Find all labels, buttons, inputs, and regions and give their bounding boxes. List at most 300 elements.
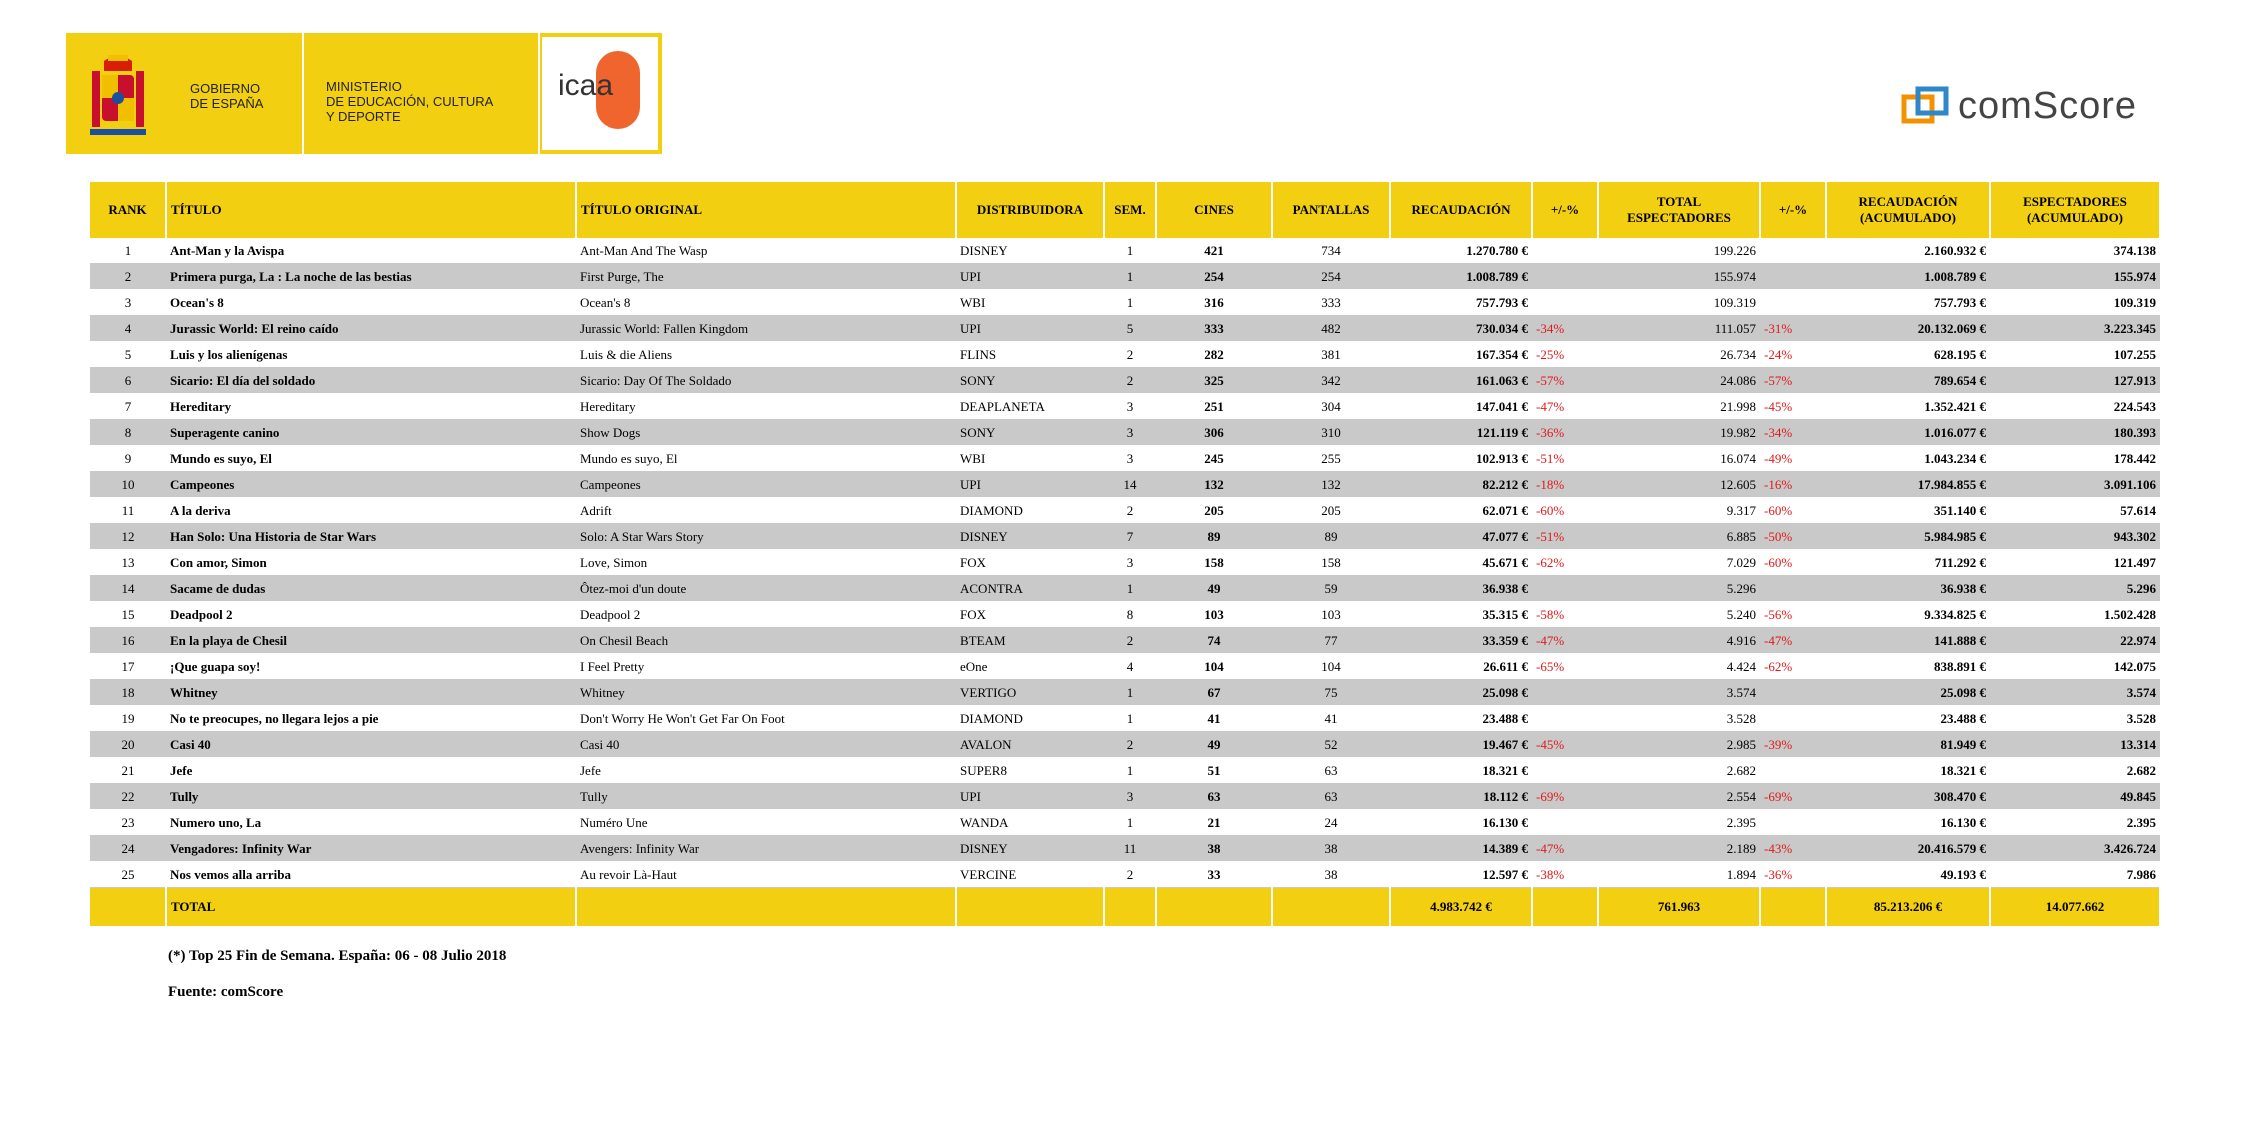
cell-titulo-original: I Feel Pretty xyxy=(576,654,956,680)
cell-cines: 316 xyxy=(1156,290,1272,316)
cell-titulo: Nos vemos alla arriba xyxy=(166,862,576,888)
cell-recaudacion-acumulado: 25.098 € xyxy=(1826,680,1990,706)
cell-rank: 4 xyxy=(90,316,166,342)
cell-pantallas: 77 xyxy=(1272,628,1390,654)
cell-sem: 2 xyxy=(1104,732,1156,758)
cell-total-espectadores: 7.029 xyxy=(1598,550,1760,576)
cell-total-espectadores: 6.885 xyxy=(1598,524,1760,550)
col-pct-recaudacion: +/-% xyxy=(1532,182,1598,238)
cell-pct-espectadores: -60% xyxy=(1760,498,1826,524)
cell-pantallas: 59 xyxy=(1272,576,1390,602)
table-row xyxy=(90,472,2160,498)
col-cines: CINES xyxy=(1156,182,1272,238)
cell-distribuidora: FOX xyxy=(956,602,1104,628)
cell-espectadores-acumulado: 1.502.428 xyxy=(1990,602,2160,628)
cell-pct-espectadores xyxy=(1760,706,1826,732)
source-note: Fuente: comScore xyxy=(168,984,284,1000)
table-row xyxy=(90,706,2160,732)
cell-pantallas: 158 xyxy=(1272,550,1390,576)
cell-total-espectadores: 21.998 xyxy=(1598,394,1760,420)
cell-pantallas: 24 xyxy=(1272,810,1390,836)
cell-pct-espectadores xyxy=(1760,680,1826,706)
cell-distribuidora: SUPER8 xyxy=(956,758,1104,784)
cell-cines: 104 xyxy=(1156,654,1272,680)
cell-sem: 7 xyxy=(1104,524,1156,550)
cell-titulo-original: Au revoir Là-Haut xyxy=(576,862,956,888)
cell-total-espectadores: 2.682 xyxy=(1598,758,1760,784)
cell-titulo: Numero uno, La xyxy=(166,810,576,836)
comscore-logo-icon xyxy=(1900,85,1952,133)
cell-cines: 49 xyxy=(1156,576,1272,602)
ministry-line-1: MINISTERIO xyxy=(326,79,402,94)
cell-rank: 6 xyxy=(90,368,166,394)
cell-recaudacion-acumulado: 308.470 € xyxy=(1826,784,1990,810)
total-empty xyxy=(956,888,1104,927)
cell-sem: 11 xyxy=(1104,836,1156,862)
cell-pantallas: 38 xyxy=(1272,836,1390,862)
cell-pct-recaudacion xyxy=(1532,264,1598,290)
cell-recaudacion-acumulado: 20.132.069 € xyxy=(1826,316,1990,342)
cell-cines: 306 xyxy=(1156,420,1272,446)
table-row xyxy=(90,576,2160,602)
col-espectadores-acumulado-line-2: (ACUMULADO) xyxy=(2026,210,2124,225)
cell-espectadores-acumulado: 3.574 xyxy=(1990,680,2160,706)
cell-pct-recaudacion xyxy=(1532,706,1598,732)
cell-recaudacion-acumulado: 81.949 € xyxy=(1826,732,1990,758)
total-spacer xyxy=(90,888,166,927)
col-rank: RANK xyxy=(90,182,166,238)
cell-rank: 5 xyxy=(90,342,166,368)
total-recaudacion-acumulado: 85.213.206 € xyxy=(1826,888,1990,927)
cell-recaudacion-acumulado: 1.008.789 € xyxy=(1826,264,1990,290)
cell-titulo-original: Show Dogs xyxy=(576,420,956,446)
cell-cines: 63 xyxy=(1156,784,1272,810)
cell-recaudacion-acumulado: 351.140 € xyxy=(1826,498,1990,524)
cell-titulo: En la playa de Chesil xyxy=(166,628,576,654)
cell-titulo: Jurassic World: El reino caído xyxy=(166,316,576,342)
table-row xyxy=(90,628,2160,654)
cell-total-espectadores: 24.086 xyxy=(1598,368,1760,394)
cell-rank: 2 xyxy=(90,264,166,290)
table-header-row xyxy=(90,182,2160,238)
cell-pct-espectadores: -47% xyxy=(1760,628,1826,654)
cell-espectadores-acumulado: 121.497 xyxy=(1990,550,2160,576)
cell-cines: 38 xyxy=(1156,836,1272,862)
cell-total-espectadores: 199.226 xyxy=(1598,238,1760,264)
cell-cines: 89 xyxy=(1156,524,1272,550)
cell-titulo: Sicario: El día del soldado xyxy=(166,368,576,394)
cell-espectadores-acumulado: 178.442 xyxy=(1990,446,2160,472)
cell-recaudacion-acumulado: 711.292 € xyxy=(1826,550,1990,576)
cell-recaudacion: 35.315 € xyxy=(1390,602,1532,628)
cell-pantallas: 63 xyxy=(1272,758,1390,784)
table-row xyxy=(90,862,2160,888)
cell-recaudacion: 18.321 € xyxy=(1390,758,1532,784)
cell-pantallas: 41 xyxy=(1272,706,1390,732)
cell-recaudacion: 62.071 € xyxy=(1390,498,1532,524)
col-espectadores-acumulado xyxy=(1990,182,2160,238)
cell-sem: 1 xyxy=(1104,290,1156,316)
cell-titulo-original: Hereditary xyxy=(576,394,956,420)
cell-pct-espectadores xyxy=(1760,758,1826,784)
cell-sem: 5 xyxy=(1104,316,1156,342)
cell-titulo: Deadpool 2 xyxy=(166,602,576,628)
cell-titulo: Tully xyxy=(166,784,576,810)
cell-cines: 51 xyxy=(1156,758,1272,784)
cell-total-espectadores: 12.605 xyxy=(1598,472,1760,498)
icaa-logo xyxy=(542,37,658,150)
cell-pantallas: 304 xyxy=(1272,394,1390,420)
cell-espectadores-acumulado: 57.614 xyxy=(1990,498,2160,524)
cell-cines: 333 xyxy=(1156,316,1272,342)
cell-total-espectadores: 111.057 xyxy=(1598,316,1760,342)
cell-titulo-original: Adrift xyxy=(576,498,956,524)
cell-pct-recaudacion xyxy=(1532,238,1598,264)
cell-titulo-original: Tully xyxy=(576,784,956,810)
cell-pct-espectadores: -31% xyxy=(1760,316,1826,342)
cell-titulo: Ant-Man y la Avispa xyxy=(166,238,576,264)
government-label xyxy=(190,81,263,111)
cell-distribuidora: UPI xyxy=(956,784,1104,810)
cell-pct-recaudacion: -51% xyxy=(1532,446,1598,472)
table-row xyxy=(90,238,2160,264)
total-espectadores-acumulado: 14.077.662 xyxy=(1990,888,2160,927)
cell-sem: 3 xyxy=(1104,446,1156,472)
cell-rank: 15 xyxy=(90,602,166,628)
cell-sem: 8 xyxy=(1104,602,1156,628)
cell-rank: 25 xyxy=(90,862,166,888)
cell-rank: 18 xyxy=(90,680,166,706)
cell-rank: 8 xyxy=(90,420,166,446)
cell-espectadores-acumulado: 3.528 xyxy=(1990,706,2160,732)
cell-recaudacion-acumulado: 789.654 € xyxy=(1826,368,1990,394)
cell-recaudacion: 147.041 € xyxy=(1390,394,1532,420)
ministry-line-2: DE EDUCACIÓN, CULTURA xyxy=(326,94,494,109)
cell-recaudacion: 23.488 € xyxy=(1390,706,1532,732)
cell-total-espectadores: 2.554 xyxy=(1598,784,1760,810)
cell-cines: 33 xyxy=(1156,862,1272,888)
cell-total-espectadores: 26.734 xyxy=(1598,342,1760,368)
cell-pct-recaudacion: -57% xyxy=(1532,368,1598,394)
comscore-logo-text: comScore xyxy=(1958,85,2138,127)
cell-rank: 23 xyxy=(90,810,166,836)
cell-recaudacion-acumulado: 18.321 € xyxy=(1826,758,1990,784)
cell-titulo: Luis y los alienígenas xyxy=(166,342,576,368)
table-row xyxy=(90,602,2160,628)
cell-pantallas: 103 xyxy=(1272,602,1390,628)
col-recaudacion-acumulado-line-1: RECAUDACIÓN xyxy=(1858,194,1958,209)
cell-pct-recaudacion: -38% xyxy=(1532,862,1598,888)
cell-pct-recaudacion: -60% xyxy=(1532,498,1598,524)
cell-cines: 67 xyxy=(1156,680,1272,706)
cell-total-espectadores: 155.974 xyxy=(1598,264,1760,290)
cell-sem: 2 xyxy=(1104,368,1156,394)
cell-pantallas: 255 xyxy=(1272,446,1390,472)
cell-pct-recaudacion: -51% xyxy=(1532,524,1598,550)
cell-pantallas: 52 xyxy=(1272,732,1390,758)
cell-pct-espectadores: -56% xyxy=(1760,602,1826,628)
cell-distribuidora: DIAMOND xyxy=(956,706,1104,732)
cell-espectadores-acumulado: 2.395 xyxy=(1990,810,2160,836)
cell-pct-recaudacion: -47% xyxy=(1532,836,1598,862)
cell-titulo: Superagente canino xyxy=(166,420,576,446)
col-pantallas: PANTALLAS xyxy=(1272,182,1390,238)
table-row xyxy=(90,394,2160,420)
cell-espectadores-acumulado: 5.296 xyxy=(1990,576,2160,602)
cell-distribuidora: WANDA xyxy=(956,810,1104,836)
cell-distribuidora: UPI xyxy=(956,472,1104,498)
cell-sem: 1 xyxy=(1104,680,1156,706)
cell-sem: 3 xyxy=(1104,420,1156,446)
cell-recaudacion-acumulado: 5.984.985 € xyxy=(1826,524,1990,550)
cell-sem: 3 xyxy=(1104,550,1156,576)
cell-distribuidora: FLINS xyxy=(956,342,1104,368)
cell-cines: 21 xyxy=(1156,810,1272,836)
cell-total-espectadores: 4.916 xyxy=(1598,628,1760,654)
cell-pantallas: 38 xyxy=(1272,862,1390,888)
cell-sem: 14 xyxy=(1104,472,1156,498)
cell-pct-espectadores: -57% xyxy=(1760,368,1826,394)
cell-recaudacion-acumulado: 49.193 € xyxy=(1826,862,1990,888)
cell-sem: 2 xyxy=(1104,498,1156,524)
cell-recaudacion: 16.130 € xyxy=(1390,810,1532,836)
cell-sem: 2 xyxy=(1104,628,1156,654)
total-empty xyxy=(1532,888,1598,927)
col-recaudacion-acumulado-line-2: (ACUMULADO) xyxy=(1859,210,1957,225)
cell-rank: 11 xyxy=(90,498,166,524)
cell-rank: 3 xyxy=(90,290,166,316)
col-espectadores-acumulado-line-1: ESPECTADORES xyxy=(2023,194,2127,209)
cell-titulo: ¡Que guapa soy! xyxy=(166,654,576,680)
cell-recaudacion: 82.212 € xyxy=(1390,472,1532,498)
cell-sem: 1 xyxy=(1104,706,1156,732)
cell-rank: 17 xyxy=(90,654,166,680)
cell-recaudacion: 730.034 € xyxy=(1390,316,1532,342)
cell-pantallas: 75 xyxy=(1272,680,1390,706)
cell-pct-espectadores: -45% xyxy=(1760,394,1826,420)
total-row xyxy=(90,888,2160,927)
col-sem: SEM. xyxy=(1104,182,1156,238)
cell-pantallas: 205 xyxy=(1272,498,1390,524)
cell-pct-espectadores xyxy=(1760,264,1826,290)
cell-distribuidora: DIAMOND xyxy=(956,498,1104,524)
cell-pantallas: 132 xyxy=(1272,472,1390,498)
cell-recaudacion: 1.270.780 € xyxy=(1390,238,1532,264)
cell-cines: 41 xyxy=(1156,706,1272,732)
box-office-table xyxy=(90,182,2161,926)
cell-titulo: Con amor, Simon xyxy=(166,550,576,576)
cell-recaudacion-acumulado: 20.416.579 € xyxy=(1826,836,1990,862)
cell-cines: 282 xyxy=(1156,342,1272,368)
cell-titulo-original: Mundo es suyo, El xyxy=(576,446,956,472)
footnote: (*) Top 25 Fin de Semana. España: 06 - 08 Julio 2018 xyxy=(168,948,507,964)
ministry-line-3: Y DEPORTE xyxy=(326,109,401,124)
table-row xyxy=(90,420,2160,446)
cell-titulo: Whitney xyxy=(166,680,576,706)
cell-distribuidora: SONY xyxy=(956,420,1104,446)
cell-cines: 325 xyxy=(1156,368,1272,394)
cell-espectadores-acumulado: 142.075 xyxy=(1990,654,2160,680)
cell-recaudacion: 36.938 € xyxy=(1390,576,1532,602)
table-row xyxy=(90,316,2160,342)
cell-pct-espectadores: -50% xyxy=(1760,524,1826,550)
cell-titulo-original: Whitney xyxy=(576,680,956,706)
cell-sem: 2 xyxy=(1104,342,1156,368)
cell-pct-espectadores: -62% xyxy=(1760,654,1826,680)
table-row xyxy=(90,758,2160,784)
cell-recaudacion-acumulado: 1.352.421 € xyxy=(1826,394,1990,420)
cell-recaudacion-acumulado: 628.195 € xyxy=(1826,342,1990,368)
cell-pantallas: 342 xyxy=(1272,368,1390,394)
cell-pct-espectadores xyxy=(1760,238,1826,264)
cell-titulo-original: Ôtez-moi d'un doute xyxy=(576,576,956,602)
total-empty xyxy=(576,888,956,927)
cell-pct-espectadores xyxy=(1760,810,1826,836)
cell-recaudacion: 167.354 € xyxy=(1390,342,1532,368)
col-recaudacion-acumulado xyxy=(1826,182,1990,238)
cell-titulo-original: Casi 40 xyxy=(576,732,956,758)
cell-pantallas: 734 xyxy=(1272,238,1390,264)
cell-pct-espectadores: -36% xyxy=(1760,862,1826,888)
cell-total-espectadores: 109.319 xyxy=(1598,290,1760,316)
cell-recaudacion-acumulado: 141.888 € xyxy=(1826,628,1990,654)
cell-cines: 49 xyxy=(1156,732,1272,758)
cell-recaudacion: 25.098 € xyxy=(1390,680,1532,706)
cell-cines: 254 xyxy=(1156,264,1272,290)
cell-sem: 4 xyxy=(1104,654,1156,680)
cell-pantallas: 333 xyxy=(1272,290,1390,316)
cell-rank: 21 xyxy=(90,758,166,784)
cell-rank: 16 xyxy=(90,628,166,654)
cell-pantallas: 63 xyxy=(1272,784,1390,810)
total-empty xyxy=(1272,888,1390,927)
cell-rank: 20 xyxy=(90,732,166,758)
table-row xyxy=(90,810,2160,836)
cell-pct-recaudacion xyxy=(1532,576,1598,602)
cell-cines: 251 xyxy=(1156,394,1272,420)
cell-titulo: A la deriva xyxy=(166,498,576,524)
cell-distribuidora: UPI xyxy=(956,316,1104,342)
table-row xyxy=(90,654,2160,680)
cell-titulo-original: Numéro Une xyxy=(576,810,956,836)
cell-total-espectadores: 2.985 xyxy=(1598,732,1760,758)
col-total-espectadores-line-1: TOTAL xyxy=(1656,194,1702,209)
cell-rank: 1 xyxy=(90,238,166,264)
cell-recaudacion-acumulado: 1.043.234 € xyxy=(1826,446,1990,472)
cell-rank: 19 xyxy=(90,706,166,732)
cell-rank: 9 xyxy=(90,446,166,472)
col-distribuidora: DISTRIBUIDORA xyxy=(956,182,1104,238)
table-row xyxy=(90,524,2160,550)
cell-distribuidora: DISNEY xyxy=(956,238,1104,264)
cell-total-espectadores: 16.074 xyxy=(1598,446,1760,472)
cell-sem: 1 xyxy=(1104,810,1156,836)
cell-titulo-original: Jefe xyxy=(576,758,956,784)
cell-pct-recaudacion xyxy=(1532,290,1598,316)
cell-recaudacion-acumulado: 9.334.825 € xyxy=(1826,602,1990,628)
icaa-logo-text: icaa xyxy=(558,69,614,102)
cell-distribuidora: DISNEY xyxy=(956,524,1104,550)
table-row xyxy=(90,498,2160,524)
cell-titulo-original: Don't Worry He Won't Get Far On Foot xyxy=(576,706,956,732)
cell-pct-espectadores: -60% xyxy=(1760,550,1826,576)
cell-titulo-original: Avengers: Infinity War xyxy=(576,836,956,862)
cell-pct-recaudacion: -18% xyxy=(1532,472,1598,498)
cell-cines: 103 xyxy=(1156,602,1272,628)
cell-distribuidora: VERCINE xyxy=(956,862,1104,888)
cell-recaudacion: 121.119 € xyxy=(1390,420,1532,446)
cell-titulo: Ocean's 8 xyxy=(166,290,576,316)
cell-rank: 14 xyxy=(90,576,166,602)
cell-recaudacion: 19.467 € xyxy=(1390,732,1532,758)
cell-pct-recaudacion: -62% xyxy=(1532,550,1598,576)
cell-recaudacion: 757.793 € xyxy=(1390,290,1532,316)
cell-pct-recaudacion: -47% xyxy=(1532,394,1598,420)
cell-sem: 3 xyxy=(1104,394,1156,420)
table-row xyxy=(90,290,2160,316)
table-row xyxy=(90,342,2160,368)
cell-total-espectadores: 19.982 xyxy=(1598,420,1760,446)
col-total-espectadores-line-2: ESPECTADORES xyxy=(1627,210,1731,225)
cell-titulo: Mundo es suyo, El xyxy=(166,446,576,472)
cell-rank: 10 xyxy=(90,472,166,498)
cell-espectadores-acumulado: 224.543 xyxy=(1990,394,2160,420)
cell-espectadores-acumulado: 7.986 xyxy=(1990,862,2160,888)
cell-pct-espectadores xyxy=(1760,576,1826,602)
cell-total-espectadores: 3.528 xyxy=(1598,706,1760,732)
cell-espectadores-acumulado: 49.845 xyxy=(1990,784,2160,810)
cell-titulo: Han Solo: Una Historia de Star Wars xyxy=(166,524,576,550)
cell-espectadores-acumulado: 3.091.106 xyxy=(1990,472,2160,498)
total-empty xyxy=(1104,888,1156,927)
cell-recaudacion: 26.611 € xyxy=(1390,654,1532,680)
cell-pct-espectadores: -16% xyxy=(1760,472,1826,498)
total-empty xyxy=(1156,888,1272,927)
cell-total-espectadores: 4.424 xyxy=(1598,654,1760,680)
cell-total-espectadores: 2.395 xyxy=(1598,810,1760,836)
table-body xyxy=(90,238,2160,888)
cell-titulo: Sacame de dudas xyxy=(166,576,576,602)
table-row xyxy=(90,446,2160,472)
table-row xyxy=(90,264,2160,290)
cell-recaudacion-acumulado: 2.160.932 € xyxy=(1826,238,1990,264)
cell-pantallas: 104 xyxy=(1272,654,1390,680)
cell-pantallas: 381 xyxy=(1272,342,1390,368)
col-titulo-original: TÍTULO ORIGINAL xyxy=(576,182,956,238)
cell-total-espectadores: 5.296 xyxy=(1598,576,1760,602)
cell-pct-recaudacion: -47% xyxy=(1532,628,1598,654)
cell-recaudacion: 33.359 € xyxy=(1390,628,1532,654)
cell-total-espectadores: 9.317 xyxy=(1598,498,1760,524)
cell-sem: 3 xyxy=(1104,784,1156,810)
cell-recaudacion: 102.913 € xyxy=(1390,446,1532,472)
cell-espectadores-acumulado: 155.974 xyxy=(1990,264,2160,290)
cell-titulo-original: Luis & die Aliens xyxy=(576,342,956,368)
cell-recaudacion: 161.063 € xyxy=(1390,368,1532,394)
cell-pantallas: 89 xyxy=(1272,524,1390,550)
cell-espectadores-acumulado: 107.255 xyxy=(1990,342,2160,368)
cell-espectadores-acumulado: 109.319 xyxy=(1990,290,2160,316)
cell-recaudacion-acumulado: 1.016.077 € xyxy=(1826,420,1990,446)
table-row xyxy=(90,550,2160,576)
cell-recaudacion: 14.389 € xyxy=(1390,836,1532,862)
total-espectadores: 761.963 xyxy=(1598,888,1760,927)
cell-titulo-original: Ocean's 8 xyxy=(576,290,956,316)
cell-pct-espectadores xyxy=(1760,290,1826,316)
cell-titulo-original: Jurassic World: Fallen Kingdom xyxy=(576,316,956,342)
cell-rank: 13 xyxy=(90,550,166,576)
cell-rank: 12 xyxy=(90,524,166,550)
